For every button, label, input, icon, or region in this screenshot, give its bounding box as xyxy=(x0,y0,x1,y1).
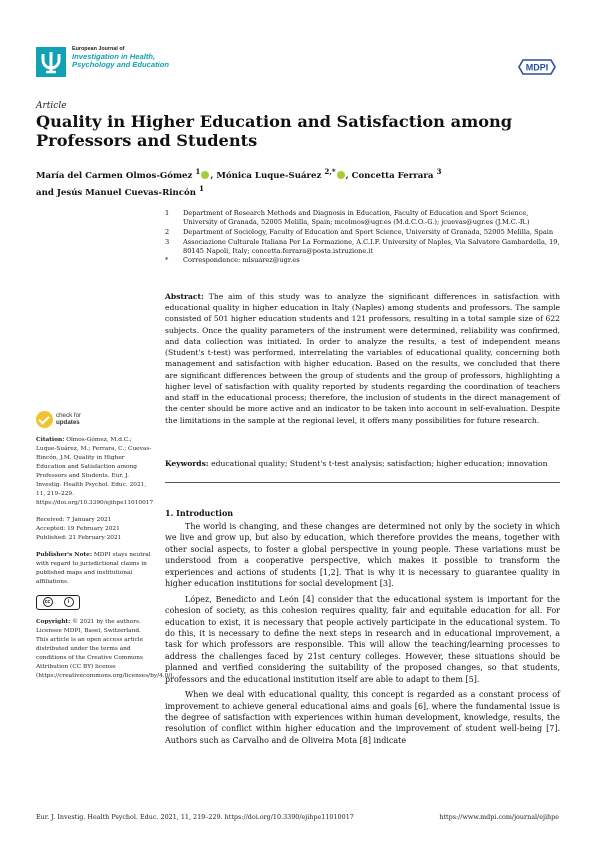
citation-label: Citation: xyxy=(36,437,65,443)
abstract-text: The aim of this study was to analyze the significant differences in satisfaction with educational quality in higher education in Italy (Naples) among students and professors. The sample consisted of 501 higher education students and 121 professors, resulting in a total sample size of 622 subjects. Once the quality parameters of the instrument were determined, reliability was confirmed, and data collection was initiated. In order to analyze the results, a test of independent means (Student's t-test) was performed, interrelating the variables of educational quality, concerning both management and satisfaction with higher education. Based on the results, we concluded that there are significant differences between the group of students and the group of professors, highlighting a higher level of satisfaction with quality reported by students regarding the coordination of teachers and staff in the educational process; therefore, the inclusion of students in the direct management of the center should be more active and an indicator to be taken into account in self-evaluation. Despite the limitations in the sample at the regional level, it offers many possibilities for future research. xyxy=(165,292,560,425)
cc-icon: cc xyxy=(43,597,53,607)
author-list xyxy=(36,166,556,200)
check-for-updates-button[interactable] xyxy=(36,411,106,431)
mdpi-logo xyxy=(517,58,557,76)
sidebar xyxy=(36,436,175,689)
copyright-text: © 2021 by the authors. Licensee MDPI, Basel, Switzerland. This article is an open access article distributed under the terms and conditions of the Creative Commons Attribution (CC BY) license (https://creativecommons.org/licenses/by/4.0/). xyxy=(36,618,175,679)
footer-citation: Eur. J. Investig. Health Psychol. Educ. 2021, 11, 219–229. https://doi.org/10.3390/ejihpe11010017 xyxy=(36,813,354,821)
article-title: Quality in Higher Education and Satisfaction among Professors and Students xyxy=(36,112,513,151)
section-divider xyxy=(165,482,560,483)
correspondence-text: Correspondence: mlsuarez@ugr.es xyxy=(183,256,300,265)
accepted-date: Accepted: 19 February 2021 xyxy=(36,525,120,532)
citation xyxy=(36,436,154,508)
journal-name-line1: European Journal of xyxy=(72,46,125,52)
paragraph: When we deal with educational quality, this concept is regarded as a constant process of improvement to achieve general educational aims and goals [6], where the fundamental issue is the degree of satisfaction with experiences within human development, knowledge, results, the resolution of conflict within higher education and the improvement of student well-being [7]. Authors such as Carvalho and de Oliveira Mota [8] indicate xyxy=(165,690,560,745)
affiliation-number: 2 xyxy=(165,227,170,236)
abstract-label: Abstract: xyxy=(165,292,204,301)
affiliation-number: 3 xyxy=(165,237,170,246)
orcid-icon[interactable] xyxy=(201,171,209,179)
publisher-note xyxy=(36,551,154,587)
author-name: , Concetta Ferrara xyxy=(345,170,434,181)
section-heading: 1. Introduction xyxy=(165,508,234,518)
check-updates-line1: check for xyxy=(56,412,82,419)
journal-name-line3: Psychology and Education xyxy=(72,59,170,69)
dates xyxy=(36,516,154,543)
psi-icon xyxy=(36,47,66,77)
check-updates-label xyxy=(56,413,81,426)
author-affiliation-mark: 1 xyxy=(195,167,201,176)
by-icon: i xyxy=(64,597,74,607)
publisher-note-text: MDPI stays neutral with regard to jurisdictional claims in published maps and institutional affiliations. xyxy=(36,551,151,585)
affiliation-text: Department of Research Methods and Diagnosis in Education, Faculty of Education and Sport Science, University of Granada, 52005 Melilla, Spain; mcolmos@ugr.es (M.d.C.O.-G.); jcuevas@ugr.es (J.M.C.-R.) xyxy=(183,209,530,226)
author-affiliation-mark: 1 xyxy=(198,184,204,194)
check-updates-line2: updates xyxy=(56,418,80,426)
copyright-label: Copyright: xyxy=(36,618,71,625)
published-date: Published: 21 February 2021 xyxy=(36,534,122,541)
cc-by-license-badge[interactable] xyxy=(36,595,80,610)
keywords-text: educational quality; Student's t-test analysis; satisfaction; higher education; innovation xyxy=(211,459,548,468)
affiliation-item xyxy=(165,209,560,227)
author-name: María del Carmen Olmos-Gómez xyxy=(36,170,193,181)
affiliation-text: Associazione Culturale Italiana Per La Formazione, A.C.I.F. University of Naples, Via Salvatore Gambardella, 19, 80145 Napoli, Italy; concetta.ferrara@posta.istruzione.it xyxy=(183,237,560,255)
keywords-label: Keywords: xyxy=(165,459,209,468)
body-text xyxy=(165,521,560,750)
affiliation-number: 1 xyxy=(165,209,170,217)
affiliation-item xyxy=(165,256,560,265)
journal-name-line2: Investigation in Health, xyxy=(72,51,156,61)
publisher-name: MDPI xyxy=(525,62,549,73)
paragraph: López, Benedicto and León [4] consider that the educational system is important for the cohesion of society, as this cohesion requires quality, fair and equitable education for all. For education to exist, it is necessary that people actively participate in the educational system. To do this, it is necessary to define the next steps in research and in educational improvement, a task for which professors are responsible. This will allow the teaching/learning processes to address the challenges faced by 21st century colleges. However, these situations should be planned and verified considering the suitability of the proposed changes, so that students, professors and the educational institution itself are able to adapt to them [5]. xyxy=(165,594,560,684)
citation-text: Olmos-Gómez, M.d.C.; Luque-Suárez, M.; Ferrara, C.; Cuevas-Rincón, J.M. Quality in Higher Education and Satisfaction among Professors and Students. Eur. J. Investig. Health Psychol. Educ. 2021, 11, 219–229. https://doi.org/10.3390/ejihpe11010017 xyxy=(36,437,154,506)
affiliation-item xyxy=(165,228,560,237)
orcid-icon[interactable] xyxy=(337,171,345,179)
publisher-note-label: Publisher's Note: xyxy=(36,551,92,558)
journal-logo xyxy=(36,47,66,77)
affiliation-number: * xyxy=(165,256,169,265)
affiliation-text: Department of Sociology, Faculty of Education and Sport Science, University of Granada, 52005 Melilla, Spain xyxy=(183,227,554,236)
affiliation-item xyxy=(165,238,560,256)
abstract xyxy=(165,291,560,426)
author-affiliation-mark: 2,* xyxy=(324,167,336,176)
author-name: , Mónica Luque-Suárez xyxy=(210,170,322,181)
paragraph: The world is changing, and these changes are determined not only by the society in which we live and grow up, but also by education, which therefore provides the means, together with other social aspects, to foster a global perspective in young people. These variations must be understood from a cooperative perspective, which makes it possible to transform the experiences and actions of students [1,2]. That is why it is necessary to guarantee quality in higher education institutions for social development [3]. xyxy=(165,522,560,589)
keywords xyxy=(165,458,560,469)
footer-journal-link[interactable]: https://www.mdpi.com/journal/ejihpe xyxy=(439,813,559,821)
article-type: Article xyxy=(36,101,67,111)
author-affiliation-mark: 3 xyxy=(436,167,442,176)
checkmark-icon xyxy=(36,411,53,428)
copyright xyxy=(36,618,175,681)
author-name: and Jesús Manuel Cuevas-Rincón xyxy=(36,188,196,199)
received-date: Received: 7 January 2021 xyxy=(36,516,112,523)
affiliations xyxy=(165,209,560,266)
journal-name xyxy=(72,47,212,69)
